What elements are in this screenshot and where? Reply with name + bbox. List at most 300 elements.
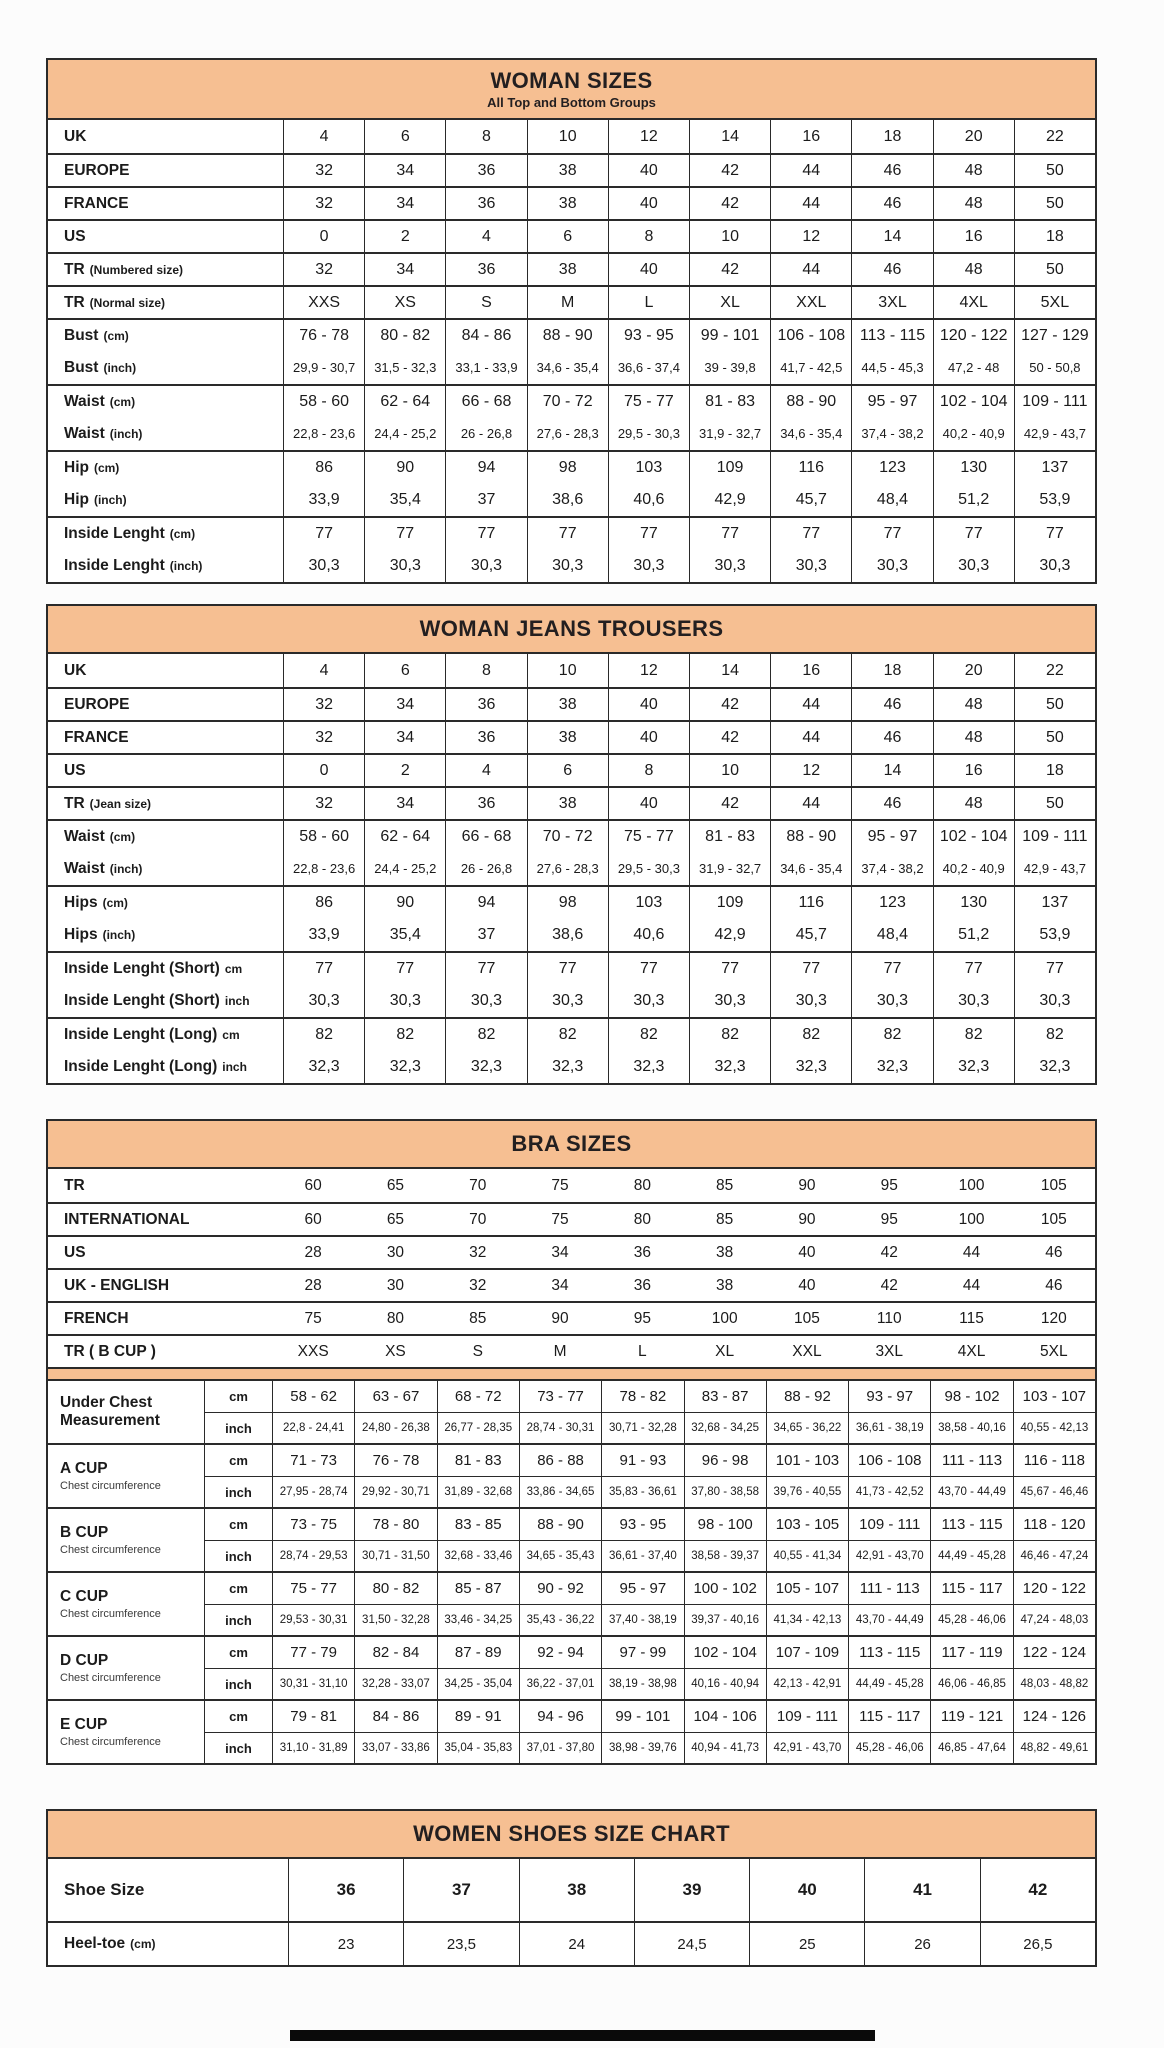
value-cell: 42,91 - 43,70	[848, 1541, 930, 1571]
value-cell: 32	[469, 1276, 487, 1294]
value-cell: 4	[283, 654, 364, 687]
value-cell: 4	[445, 755, 526, 786]
value-cell: 34,65 - 35,43	[519, 1541, 601, 1571]
value-cell: 95 - 97	[601, 1573, 683, 1604]
unit-label: cm	[204, 1637, 272, 1668]
row-label-unit: (inch)	[93, 492, 127, 507]
value-cell: 32,3	[364, 1050, 445, 1083]
value-cell: 84 - 86	[354, 1701, 436, 1732]
row-label-unit: (Normal size)	[89, 295, 166, 310]
value-cell: 38,98 - 39,76	[601, 1733, 683, 1763]
value-cell: 75 - 77	[608, 821, 689, 852]
value-cell: 46	[1045, 1276, 1063, 1294]
woman-jeans-table	[46, 604, 1097, 1085]
value-cell: 86	[283, 452, 364, 483]
value-cell: 32,3	[851, 1050, 932, 1083]
value-cell: 75 - 77	[272, 1573, 354, 1604]
bra-unit-row	[204, 1412, 1095, 1443]
row-label-text: EUROPE	[64, 695, 130, 713]
row-label	[48, 918, 283, 951]
value-cell: 65	[386, 1210, 405, 1228]
value-cell: 36	[445, 254, 526, 285]
value-cell: 5XL	[1040, 1342, 1068, 1360]
value-cell: 8	[608, 221, 689, 252]
value-cell: 80	[633, 1176, 651, 1194]
row-label-text: EUROPE	[64, 161, 130, 179]
value-cell: 37	[403, 1859, 518, 1921]
value-cell: 51,2	[933, 918, 1014, 951]
woman-sizes-header	[48, 60, 1095, 120]
value-cell: 37	[445, 918, 526, 951]
value-cell: 24,80 - 26,38	[354, 1413, 436, 1443]
value-cell: 102 - 104	[933, 821, 1014, 852]
value-cell: 42,13 - 42,91	[766, 1669, 848, 1699]
table-row	[48, 1017, 1095, 1050]
value-cell: 48	[933, 254, 1014, 285]
value-cell: 48	[933, 188, 1014, 219]
value-cell: 119 - 121	[930, 1701, 1012, 1732]
value-cell: 30,71 - 32,28	[601, 1413, 683, 1443]
value-cell: 5XL	[1014, 287, 1095, 318]
value-cell: 46	[851, 722, 932, 753]
row-label	[48, 1204, 272, 1235]
unit-label: cm	[204, 1445, 272, 1476]
value-cell: 40	[608, 788, 689, 819]
value-cell: 80	[633, 1210, 651, 1228]
value-cell: 30,71 - 31,50	[354, 1541, 436, 1571]
value-cell: 77	[933, 953, 1014, 984]
value-cell: 111 - 113	[848, 1573, 930, 1604]
value-cell: 33,46 - 34,25	[437, 1605, 519, 1635]
value-cell: XXS	[297, 1342, 329, 1360]
value-cell: 95 - 97	[851, 821, 932, 852]
bra-sizes-divider-band	[48, 1367, 1095, 1381]
woman-sizes-title: WOMAN SIZES	[490, 68, 653, 93]
value-cell: 82	[851, 1019, 932, 1050]
value-cell: 77	[770, 518, 851, 549]
bra-cup-rows	[204, 1637, 1095, 1699]
value-cell: 30,3	[851, 984, 932, 1017]
value-cell: 124 - 126	[1013, 1701, 1095, 1732]
bra-unit-row	[204, 1732, 1095, 1763]
value-cell: 32	[283, 254, 364, 285]
value-cell: 27,95 - 28,74	[272, 1477, 354, 1507]
value-cell: 4XL	[933, 287, 1014, 318]
bra-cup-group	[48, 1699, 1095, 1763]
row-label-text: TR	[64, 794, 85, 812]
value-cell: 48	[933, 788, 1014, 819]
table-row	[48, 186, 1095, 219]
value-cell: 82	[445, 1019, 526, 1050]
value-cell: 81 - 83	[689, 386, 770, 417]
value-cell: 116	[770, 452, 851, 483]
value-cell: 8	[445, 120, 526, 153]
value-cell: 34	[364, 155, 445, 186]
table-row	[48, 1859, 1095, 1921]
value-cell: 34,6 - 35,4	[770, 417, 851, 450]
value-cell: 20	[933, 654, 1014, 687]
value-cell: 97 - 99	[601, 1637, 683, 1668]
value-cell: 30,3	[608, 549, 689, 582]
value-cell: 100	[958, 1210, 985, 1228]
value-cell: M	[527, 287, 608, 318]
value-cell: 90	[798, 1210, 816, 1228]
woman-sizes-table	[46, 58, 1097, 584]
row-label	[48, 1019, 283, 1050]
value-cell: 38	[527, 254, 608, 285]
row-label-text: Hip	[64, 490, 89, 508]
value-cell: 37	[445, 483, 526, 516]
value-cell: 75	[551, 1210, 569, 1228]
value-cell: 77	[1014, 953, 1095, 984]
value-cell: 99 - 101	[601, 1701, 683, 1732]
value-cell: 40	[798, 1276, 816, 1294]
value-cell: 36	[445, 689, 526, 720]
value-cell: 41	[864, 1859, 979, 1921]
value-cell: 30,3	[364, 549, 445, 582]
row-label	[48, 155, 283, 186]
value-cell: 44	[770, 788, 851, 819]
value-cell: 18	[851, 654, 932, 687]
unit-label: cm	[204, 1381, 272, 1412]
value-cell: 77	[1014, 518, 1095, 549]
table-row	[48, 549, 1095, 582]
row-label-unit: (cm)	[130, 1937, 156, 1951]
value-cell: 40	[608, 689, 689, 720]
value-cell: 68 - 72	[437, 1381, 519, 1412]
value-cell: 37,80 - 38,58	[684, 1477, 766, 1507]
value-cell: 33,9	[283, 483, 364, 516]
value-cell: 113 - 115	[848, 1637, 930, 1668]
value-cell: 32,28 - 33,07	[354, 1669, 436, 1699]
value-cell: 123	[851, 452, 932, 483]
value-cell: 38,6	[527, 483, 608, 516]
value-cell: 43,70 - 44,49	[930, 1477, 1012, 1507]
table-row	[48, 219, 1095, 252]
value-cell: 77	[608, 953, 689, 984]
value-cell: 33,1 - 33,9	[445, 351, 526, 384]
row-label-text: Hips	[64, 893, 98, 911]
row-label-text: US	[64, 227, 86, 245]
woman-sizes-body	[48, 120, 1095, 582]
value-cell: 8	[608, 755, 689, 786]
value-cell: 37,4 - 38,2	[851, 852, 932, 885]
value-cell: 77	[933, 518, 1014, 549]
value-cell: 2	[364, 221, 445, 252]
value-cell: 38	[527, 722, 608, 753]
value-cell: 30,3	[851, 549, 932, 582]
value-cell: 50	[1014, 788, 1095, 819]
value-cell: 6	[527, 755, 608, 786]
table-row	[48, 654, 1095, 687]
value-cell: 44	[962, 1243, 981, 1261]
bra-unit-row	[204, 1604, 1095, 1635]
value-cell: 66 - 68	[445, 821, 526, 852]
value-cell: L	[638, 1342, 647, 1360]
value-cell: 22,8 - 23,6	[283, 852, 364, 885]
value-cell: 44	[770, 155, 851, 186]
row-label-text: TR	[64, 293, 85, 311]
value-cell: 37,01 - 37,80	[519, 1733, 601, 1763]
table-row	[48, 1202, 1095, 1235]
value-cell: 40	[798, 1243, 816, 1261]
value-cell: 77	[689, 953, 770, 984]
row-label-text: B CUP	[60, 1524, 109, 1541]
value-cell: 10	[689, 221, 770, 252]
value-cell: 44,49 - 45,28	[930, 1541, 1012, 1571]
value-cell: 60	[304, 1210, 322, 1228]
value-cell: 40	[608, 155, 689, 186]
row-label-unit: (cm)	[109, 829, 136, 844]
row-label	[48, 452, 283, 483]
value-cell: 41,73 - 42,52	[848, 1477, 930, 1507]
value-cell: 102 - 104	[684, 1637, 766, 1668]
value-cell: 58 - 62	[272, 1381, 354, 1412]
value-cell: 85	[716, 1210, 734, 1228]
size-chart-sheet	[46, 58, 1097, 1967]
value-cell: 28,74 - 30,31	[519, 1413, 601, 1443]
value-cell: 14	[851, 221, 932, 252]
value-cell: 32	[283, 188, 364, 219]
value-cell: 30,3	[770, 549, 851, 582]
value-cell: 62 - 64	[364, 386, 445, 417]
value-cell: 16	[933, 221, 1014, 252]
value-cell: 39 - 39,8	[689, 351, 770, 384]
row-label	[48, 821, 283, 852]
row-label	[48, 1509, 204, 1571]
value-cell: 42	[689, 254, 770, 285]
value-cell: 88 - 90	[519, 1509, 601, 1540]
unit-label: inch	[204, 1413, 272, 1443]
unit-label: inch	[204, 1477, 272, 1507]
row-label-text: UK	[64, 661, 87, 679]
value-cell: 32	[469, 1243, 487, 1261]
value-cell: 35,4	[364, 918, 445, 951]
value-cell: 137	[1014, 887, 1095, 918]
value-cell: 44	[770, 254, 851, 285]
row-label	[48, 386, 283, 417]
row-label	[48, 483, 283, 516]
row-label-text: TR	[64, 1176, 85, 1194]
bra-cup-rows	[204, 1381, 1095, 1443]
value-cell: 95	[633, 1309, 651, 1327]
value-cell: 38	[527, 689, 608, 720]
value-cell: 109	[689, 887, 770, 918]
bra-cup-rows	[204, 1509, 1095, 1571]
row-label-text: UK - ENGLISH	[64, 1276, 170, 1294]
value-cell: L	[608, 287, 689, 318]
row-label-text: TR ( B CUP )	[64, 1342, 156, 1360]
value-cell: 103 - 107	[1013, 1381, 1095, 1412]
value-cell: 137	[1014, 452, 1095, 483]
value-cell: 44,49 - 45,28	[848, 1669, 930, 1699]
value-cell: 27,6 - 28,3	[527, 417, 608, 450]
value-cell: 109 - 111	[1014, 821, 1095, 852]
value-cell: 33,9	[283, 918, 364, 951]
value-cell: 34	[364, 788, 445, 819]
table-row	[48, 786, 1095, 819]
value-cell: 32	[283, 155, 364, 186]
row-label-sub: Chest circumference	[60, 1736, 161, 1748]
value-cell: 94	[445, 452, 526, 483]
value-cell: 94 - 96	[519, 1701, 601, 1732]
row-label-text: Inside Lenght (Short)	[64, 959, 220, 977]
bra-unit-row	[204, 1540, 1095, 1571]
value-cell: 40,94 - 41,73	[684, 1733, 766, 1763]
value-cell: 38	[527, 155, 608, 186]
value-cell: 45,28 - 46,06	[848, 1733, 930, 1763]
value-cell: 30,31 - 31,10	[272, 1669, 354, 1699]
value-cell: 77	[364, 953, 445, 984]
value-cell: 70 - 72	[527, 386, 608, 417]
bra-unit-row	[204, 1668, 1095, 1699]
table-row	[48, 1301, 1095, 1334]
value-cell: 50	[1014, 689, 1095, 720]
row-label-text: Inside Lenght (Short)	[64, 991, 220, 1009]
row-label-unit: (inch)	[102, 927, 136, 942]
value-cell: 30,3	[1014, 549, 1095, 582]
value-cell: 18	[851, 120, 932, 153]
value-cell: 78 - 80	[354, 1509, 436, 1540]
table-row	[48, 318, 1095, 351]
value-cell: 66 - 68	[445, 386, 526, 417]
bra-sizes-title: BRA SIZES	[511, 1131, 632, 1156]
value-cell: 92 - 94	[519, 1637, 601, 1668]
table-row	[48, 1050, 1095, 1083]
value-cell: 104 - 106	[684, 1701, 766, 1732]
value-cell: 42,9	[689, 483, 770, 516]
row-label-text: D CUP	[60, 1652, 109, 1669]
value-cell: 22	[1014, 654, 1095, 687]
value-cell: 46	[851, 788, 932, 819]
value-cell: 82	[283, 1019, 364, 1050]
value-cell: 16	[770, 654, 851, 687]
value-cell: 40	[608, 722, 689, 753]
value-cell: 77	[445, 518, 526, 549]
value-cell: 10	[689, 755, 770, 786]
value-cell: 77 - 79	[272, 1637, 354, 1668]
value-cell: 103 - 105	[766, 1509, 848, 1540]
value-cell: 81 - 83	[437, 1445, 519, 1476]
value-cell: 40,2 - 40,9	[933, 417, 1014, 450]
value-cell: 40	[749, 1859, 864, 1921]
value-cell: 32,3	[445, 1050, 526, 1083]
bottom-bar	[290, 2030, 875, 2041]
row-label	[48, 755, 283, 786]
value-cell: 38	[527, 788, 608, 819]
value-cell: 98	[527, 887, 608, 918]
value-cell: 31,9 - 32,7	[689, 852, 770, 885]
row-label-text: Inside Lenght (Long)	[64, 1025, 218, 1043]
value-cell: XS	[364, 287, 445, 318]
row-label-text: A CUP	[60, 1460, 108, 1477]
value-cell: 16	[770, 120, 851, 153]
table-row	[48, 951, 1095, 984]
value-cell: 75 - 77	[608, 386, 689, 417]
value-cell: 39	[634, 1859, 749, 1921]
value-cell: 41,7 - 42,5	[770, 351, 851, 384]
shoes-header	[48, 1811, 1095, 1859]
value-cell: 120	[1040, 1309, 1067, 1327]
value-cell: 27,6 - 28,3	[527, 852, 608, 885]
value-cell: 77	[527, 953, 608, 984]
value-cell: 79 - 81	[272, 1701, 354, 1732]
table-row	[48, 1268, 1095, 1301]
row-label	[48, 1637, 204, 1699]
unit-label: inch	[204, 1733, 272, 1763]
value-cell: 3XL	[875, 1342, 904, 1360]
bra-unit-row	[204, 1509, 1095, 1540]
value-cell: 100	[711, 1309, 738, 1327]
value-cell: 115 - 117	[930, 1573, 1012, 1604]
value-cell: 63 - 67	[354, 1381, 436, 1412]
value-cell: 48	[933, 155, 1014, 186]
value-cell: 32,3	[770, 1050, 851, 1083]
value-cell: 44	[770, 689, 851, 720]
value-cell: 80	[386, 1309, 405, 1327]
value-cell: 77	[608, 518, 689, 549]
value-cell: 93 - 95	[601, 1509, 683, 1540]
value-cell: 36	[633, 1276, 651, 1294]
value-cell: 88 - 90	[527, 320, 608, 351]
value-cell: 32,3	[933, 1050, 1014, 1083]
value-cell: 77	[851, 518, 932, 549]
value-cell: 30,3	[689, 984, 770, 1017]
value-cell: 106 - 108	[848, 1445, 930, 1476]
table-row	[48, 252, 1095, 285]
value-cell: 86	[283, 887, 364, 918]
value-cell: 38,19 - 38,98	[601, 1669, 683, 1699]
value-cell: 70	[469, 1176, 487, 1194]
value-cell: 89 - 91	[437, 1701, 519, 1732]
value-cell: 73 - 75	[272, 1509, 354, 1540]
row-label-unit: cm	[224, 961, 243, 976]
row-label-unit: (inch)	[103, 360, 137, 375]
value-cell: 98 - 100	[684, 1509, 766, 1540]
value-cell: 8	[445, 654, 526, 687]
value-cell: 14	[851, 755, 932, 786]
value-cell: 32,68 - 33,46	[437, 1541, 519, 1571]
bra-sizes-header	[48, 1121, 1095, 1169]
value-cell: 77	[851, 953, 932, 984]
value-cell: 96 - 98	[684, 1445, 766, 1476]
row-label	[48, 689, 283, 720]
row-label-sub: Chest circumference	[60, 1480, 161, 1492]
bra-cup-group	[48, 1507, 1095, 1571]
value-cell: 42,91 - 43,70	[766, 1733, 848, 1763]
value-cell: 77	[689, 518, 770, 549]
value-cell: 28	[304, 1243, 322, 1261]
value-cell: 22,8 - 24,41	[272, 1413, 354, 1443]
bra-unit-row	[204, 1381, 1095, 1412]
row-label	[48, 549, 283, 582]
value-cell: 40	[608, 254, 689, 285]
row-label-sub: Chest circumference	[60, 1608, 161, 1620]
value-cell: 75	[551, 1176, 569, 1194]
value-cell: 32,3	[608, 1050, 689, 1083]
row-label-unit: (Jean size)	[89, 796, 152, 811]
value-cell: 73 - 77	[519, 1381, 601, 1412]
value-cell: 91 - 93	[601, 1445, 683, 1476]
value-cell: 48,03 - 48,82	[1013, 1669, 1095, 1699]
value-cell: 34	[364, 188, 445, 219]
value-cell: 110	[876, 1309, 902, 1327]
table-row	[48, 885, 1095, 918]
row-label	[48, 1381, 204, 1443]
row-label-text: Waist	[64, 827, 105, 845]
value-cell: 38	[527, 188, 608, 219]
value-cell: 100	[958, 1176, 985, 1194]
